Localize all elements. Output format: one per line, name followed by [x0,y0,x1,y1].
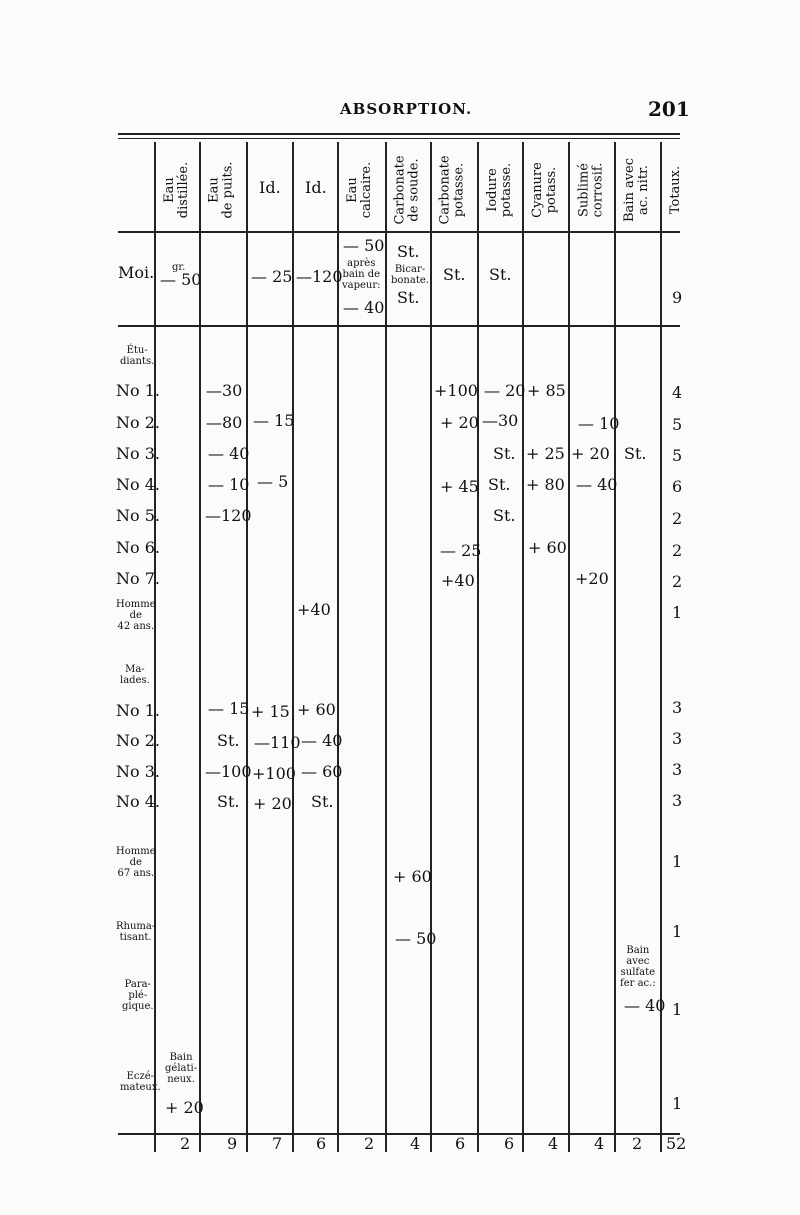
student-row-1-total: 4 [672,383,683,402]
student-row-6-total: 2 [672,541,683,560]
student-row-6-c9: + 60 [528,538,567,557]
student-row-4-c8: St. [488,475,511,494]
group-label-homme-42: Homme de 42 ans. [116,599,156,632]
student-row-7-label: No 7. [116,569,160,588]
moi-c8: St. [489,265,512,284]
group-label-rhumatisant: Rhuma- tisant. [116,921,156,943]
student-row-4-c9: + 80 [526,475,565,494]
student-row-5-label: No 5. [116,506,160,525]
group-label-homme-67: Homme de 67 ans. [116,846,156,879]
student-row-1-c8: — 20 [484,381,526,400]
malade-row-1-c4: + 60 [297,700,336,719]
malade-row-2-c4: — 40 [301,731,343,750]
malade-row-3-total: 3 [672,760,683,779]
col-rule-10 [568,142,570,1152]
top-rule [118,133,680,135]
column-total-4: 6 [316,1134,327,1153]
malade-row-4-c3: + 20 [253,794,292,813]
col-header-carbonate-soude: Carbonate de soude. [393,155,423,225]
moi-c1-unit: gr. [172,262,186,273]
rhumatisant-total: 1 [672,922,683,941]
malade-row-1-total: 3 [672,698,683,717]
column-total-grand: 52 [666,1134,687,1153]
paraplegique-c11: — 40 [624,996,666,1015]
eczemateux-c1: + 20 [165,1098,204,1117]
student-row-3-c11: St. [624,444,647,463]
student-row-4-total: 6 [672,477,683,496]
malade-row-2-total: 3 [672,729,683,748]
moi-c1: — 50 [160,270,202,289]
row-label-moi: Moi. [118,263,155,282]
malade-row-2-label: No 2. [116,731,160,750]
student-row-2-c3: — 15 [253,411,295,430]
running-title: ABSORPTION. [340,100,473,118]
col-rule-11 [614,142,616,1152]
col-header-eau-de-puits: Eau de puits. [207,161,236,219]
student-row-7-c10: +20 [575,569,609,588]
student-row-3-total: 5 [672,446,683,465]
student-row-3-c2: — 40 [208,444,250,463]
student-row-5-total: 2 [672,509,683,528]
column-total-11: 2 [632,1134,643,1153]
col-rule-2 [199,142,201,1152]
eczemateux-c1-note: Bain gélati- neux. [165,1052,198,1085]
malade-row-1-c3: + 15 [251,702,290,721]
col-header-eau-distillee: Eau distillée. [162,161,191,219]
student-row-1-c2: —30 [206,381,243,400]
student-row-1-label: No 1. [116,381,160,400]
col-rule-6 [385,142,387,1152]
homme67-c6: + 60 [393,867,432,886]
student-row-3-c10: + 20 [571,444,610,463]
malade-row-4-label: No 4. [116,792,160,811]
col-header-bain-ac-nitr: Bain avec ac. nitr. [622,157,652,223]
student-row-4-c10: — 40 [576,475,618,494]
malade-row-3-c3: +100 [252,764,296,783]
student-row-2-c7: + 20 [440,413,479,432]
malade-row-4-total: 3 [672,791,683,810]
moi-c7: St. [443,265,466,284]
header-rule [118,231,680,233]
homme67-total: 1 [672,852,683,871]
col-rule-4 [292,142,294,1152]
student-row-4-c7: + 45 [440,477,479,496]
col-rule-1 [154,142,156,1152]
student-row-4-label: No 4. [116,475,160,494]
student-row-7-c7: +40 [441,571,475,590]
col-rule-9 [522,142,524,1152]
group-label-eczemateux: Eczé- mateux. [120,1071,161,1093]
moi-c5-bot: — 40 [343,298,385,317]
col-rule-8 [477,142,479,1152]
moi-c3: — 25 [251,267,293,286]
col-header-iodure-potasse: Iodure potasse. [485,162,515,218]
col-header-id-1: Id. [259,178,281,197]
malade-row-3-c2: —100 [205,762,252,781]
col-header-cyanure-potass: Cyanure potass. [530,162,560,218]
malade-row-3-c4: — 60 [301,762,343,781]
student-row-2-c10: — 10 [578,414,620,433]
page-number: 201 [648,97,690,121]
col-header-eau-calcaire: Eau calcaire. [345,161,375,219]
student-row-6-label: No 6. [116,538,160,557]
student-row-2-label: No 2. [116,413,160,432]
col-rule-3 [246,142,248,1152]
student-row-5-c8: St. [493,506,516,525]
top-rule-2 [118,138,680,139]
student-row-2-c8: —30 [482,411,519,430]
column-total-8: 6 [504,1134,515,1153]
homme42-total: 1 [672,603,683,622]
moi-rule [118,325,680,327]
col-rule-7 [430,142,432,1152]
column-total-10: 4 [594,1134,605,1153]
student-row-4-c2: — 10 [208,475,250,494]
malade-row-1-label: No 1. [116,701,160,720]
column-total-1: 2 [180,1134,191,1153]
student-row-7-total: 2 [672,572,683,591]
malade-row-1-c2: — 15 [208,699,250,718]
moi-c4: —120 [296,267,343,286]
col-header-totaux: Totaux. [668,165,683,215]
col-header-id-2: Id. [305,178,327,197]
student-row-2-total: 5 [672,415,683,434]
homme42-c4: +40 [297,600,331,619]
group-label-paraplegique: Para- plé- gique. [122,979,154,1012]
student-row-6-c7: — 25 [440,541,482,560]
rhumatisant-c6: — 50 [395,929,437,948]
student-row-3-c9: + 25 [526,444,565,463]
student-row-2-c2: —80 [206,413,243,432]
student-row-3-label: No 3. [116,444,160,463]
student-row-1-c9: + 85 [527,381,566,400]
student-row-3-c8: St. [493,444,516,463]
column-total-6: 4 [410,1134,421,1153]
column-total-7: 6 [455,1134,466,1153]
group-label-malades: Ma- lades. [120,664,150,686]
moi-c6-note: Bicar- bonate. [391,264,429,286]
student-row-1-c7: +100 [434,381,478,400]
moi-total: 9 [672,288,683,307]
col-rule-5 [337,142,339,1152]
paraplegique-c11-note: Bain avec sulfate fer ac.: [620,945,656,989]
malade-row-2-c2: St. [217,731,240,750]
column-total-9: 4 [548,1134,559,1153]
column-total-3: 7 [272,1134,283,1153]
malade-row-4-c2: St. [217,792,240,811]
paraplegique-total: 1 [672,1000,683,1019]
malade-row-3-label: No 3. [116,762,160,781]
student-row-4-c3: — 5 [257,472,289,491]
column-total-5: 2 [364,1134,375,1153]
student-row-5-c2: —120 [205,506,252,525]
moi-c5-note: après bain de vapeur: [342,258,381,291]
col-header-carbonate-potasse: Carbonate potasse. [438,155,468,225]
column-total-2: 9 [227,1134,238,1153]
moi-c6-bot: St. [397,288,420,307]
eczemateux-total: 1 [672,1094,683,1113]
col-header-sublime-corrosif: Sublimé corrosif. [576,162,605,218]
moi-c5-top: — 50 [343,236,385,255]
moi-c6-top: St. [397,242,420,261]
group-label-etudiants: Étu- diants. [120,345,155,367]
malade-row-2-c3: —110 [254,733,301,752]
malade-row-4-c4: St. [311,792,334,811]
